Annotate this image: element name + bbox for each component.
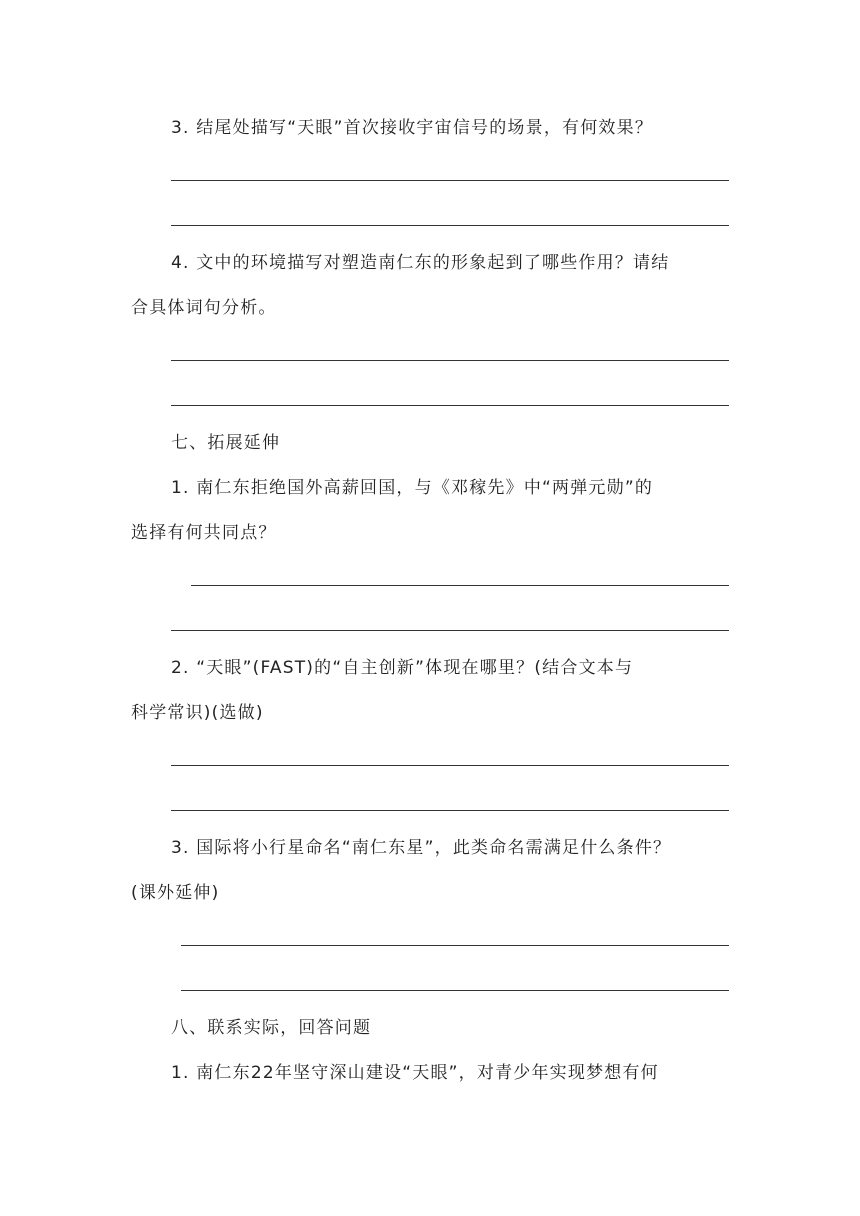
question-1-text: 1. 南仁东22年坚守深山建设“天眼”，对青少年实现梦想有何 [171,1063,659,1083]
answer-line[interactable] [171,360,729,361]
question-1-text-continued: 选择有何共同点？ [131,523,277,543]
answer-line[interactable] [171,630,729,631]
question-2-text-continued: 科学常识)(选做) [131,703,264,723]
answer-line[interactable] [171,225,729,226]
answer-line[interactable] [171,765,729,766]
answer-line[interactable] [171,810,729,811]
question-2-text: 2. “天眼”(FAST)的“自主创新”体现在哪里？(结合文本与 [171,658,634,678]
answer-line[interactable] [171,405,729,406]
question-1-text: 1. 南仁东拒绝国外高薪回国，与《邓稼先》中“两弹元勋”的 [171,478,654,498]
section-heading-7: 七、拓展延伸 [171,433,281,453]
answer-line[interactable] [181,990,729,991]
question-4-text: 4. 文中的环境描写对塑造南仁东的形象起到了哪些作用？请结 [171,253,670,273]
question-3-text: 3. 结尾处描写“天眼”首次接收宇宙信号的场景，有何效果？ [171,118,654,138]
section-heading-8: 八、联系实际，回答问题 [171,1018,372,1038]
answer-line[interactable] [171,180,729,181]
answer-line[interactable] [191,585,729,586]
question-3-text: 3. 国际将小行星命名“南仁东星”，此类命名需满足什么条件？ [171,838,672,858]
answer-line[interactable] [181,945,729,946]
question-3-text-continued: (课外延伸) [131,883,220,903]
question-4-text-continued: 合具体词句分析。 [131,298,277,318]
